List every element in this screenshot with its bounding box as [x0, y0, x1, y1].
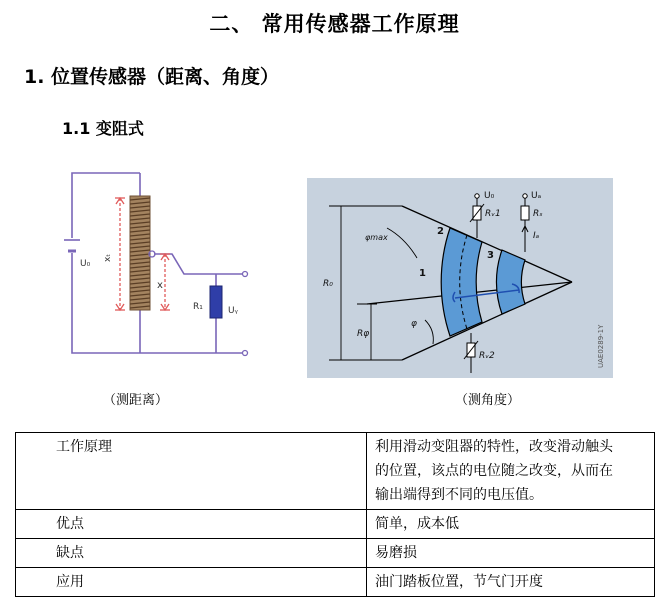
label-ia: Iₐ	[533, 231, 540, 241]
label-rv2: Rᵥ2	[479, 351, 495, 361]
row-key: 缺点	[16, 539, 367, 568]
table-row	[16, 539, 655, 568]
row-key: 应用	[16, 568, 367, 597]
label-xt: xₜ	[103, 254, 113, 262]
section-heading: 1. 位置传感器（距离、角度）	[24, 66, 280, 88]
label-rphi: Rφ	[357, 329, 370, 339]
page-title: 二、 常用传感器工作原理	[209, 12, 460, 36]
inner-contact-track	[496, 250, 525, 314]
resistor-r1	[210, 286, 222, 318]
row-value	[367, 539, 655, 568]
outer-resistive-track	[441, 228, 482, 336]
row-value	[367, 433, 655, 510]
label-ua: Uₐ	[531, 191, 542, 201]
principle-table	[15, 432, 655, 597]
value-line: 输出端得到不同的电压值。	[375, 487, 543, 503]
caption-angle: （测角度）	[455, 393, 521, 408]
label-phimax: φmax	[365, 233, 388, 242]
value-line: 易磨损	[375, 545, 417, 561]
label-2: 2	[437, 226, 444, 237]
caption-distance: （测距离）	[103, 393, 169, 408]
label-u0: U₀	[80, 259, 91, 269]
row-value	[367, 568, 655, 597]
label-phi: φ	[411, 319, 417, 329]
label-u0-angle: U₀	[484, 191, 495, 201]
label-rv1: Rᵥ1	[485, 209, 501, 219]
figure-code: UAE0289-1Y	[597, 324, 605, 368]
value-line: 的位置，该点的电位随之改变，从而在	[375, 463, 613, 479]
angle-sensor-diagram	[307, 178, 613, 378]
table-row	[16, 510, 655, 539]
coil-body	[130, 196, 150, 310]
xt-dimension	[115, 198, 125, 310]
subsection-heading: 1.1 变阻式	[62, 119, 144, 138]
label-r0: R₀	[323, 279, 333, 289]
row-value	[367, 510, 655, 539]
terminal-ua	[523, 194, 527, 198]
row-key: 优点	[16, 510, 367, 539]
terminal-u0	[475, 194, 479, 198]
value-line: 简单，成本低	[375, 516, 459, 532]
label-r1: R₁	[193, 302, 203, 312]
table-row	[16, 568, 655, 597]
table-row	[16, 433, 655, 510]
label-uy: Uᵧ	[228, 306, 238, 316]
output-terminal-bottom	[243, 351, 248, 356]
label-x: x	[157, 280, 163, 291]
row-key: 工作原理	[16, 433, 367, 510]
label-3: 3	[487, 250, 494, 261]
value-line: 油门踏板位置，节气门开度	[375, 574, 543, 590]
label-1: 1	[419, 268, 426, 279]
value-line: 利用滑动变阻器的特性，改变滑动触头	[375, 439, 613, 455]
output-terminal-top	[243, 272, 248, 277]
distance-circuit-diagram	[60, 168, 260, 368]
label-rs: Rₛ	[533, 209, 543, 219]
